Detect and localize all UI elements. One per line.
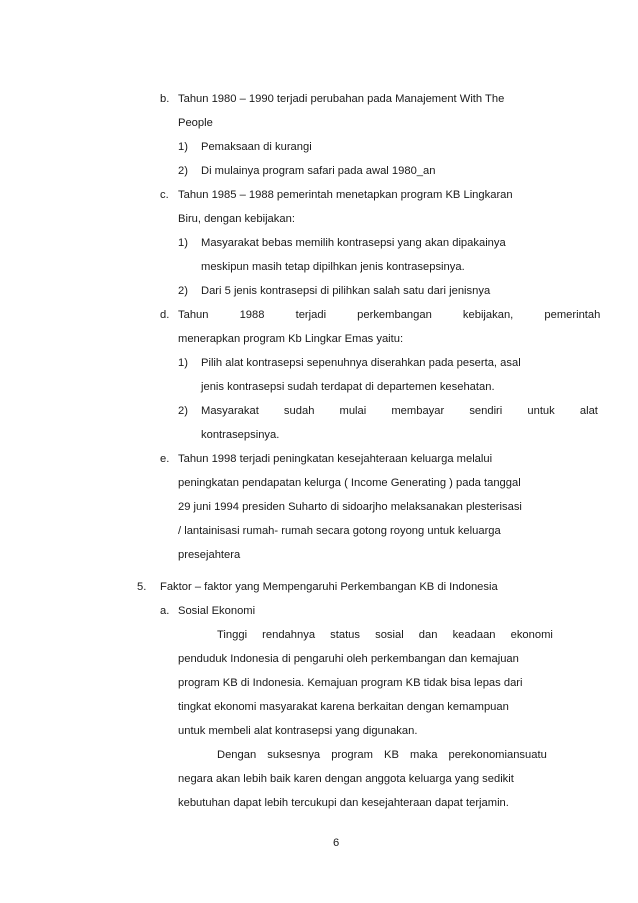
item-b-text: Tahun 1980 – 1990 terjadi perubahan pada Manajement With The xyxy=(178,93,505,105)
item-d-sub2-line-2: kontrasepsinya. xyxy=(201,429,280,441)
item-c-line-1: Tahun 1985 – 1988 pemerintah menetapkan program KB Lingkaran xyxy=(178,189,513,201)
item-b-sub1-marker: 1) xyxy=(178,141,188,153)
item-d-marker: d. xyxy=(160,309,170,321)
page-number: 6 xyxy=(333,837,340,849)
paragraph-1-line-3: program KB di Indonesia. Kemajuan program KB tidak bisa lepas dari xyxy=(178,677,523,689)
item-d-sub1-marker: 1) xyxy=(178,357,188,369)
item-b-marker: b. xyxy=(160,93,170,105)
item-d-sub1-line-1: Pilih alat kontrasepsi sepenuhnya diserahkan pada peserta, asal xyxy=(201,357,521,369)
item-c-sub2-marker: 2) xyxy=(178,285,188,297)
item-d-sub2-line-1: Masyarakat sudah mulai membayar sendiri untuk alat xyxy=(201,405,598,417)
item-e-line-2: peningkatan pendapatan kelurga ( Income Generating ) pada tanggal xyxy=(178,477,521,489)
paragraph-1-line-4: tingkat ekonomi masyarakat karena berkaitan dengan kemampuan xyxy=(178,701,509,713)
section-5-heading: Faktor – faktor yang Mempengaruhi Perkembangan KB di Indonesia xyxy=(160,581,498,593)
item-c-sub2-text: Dari 5 jenis kontrasepsi di pilihkan salah satu dari jenisnya xyxy=(201,285,491,297)
item-e-line-5: presejahtera xyxy=(178,549,241,561)
item-b-sub1-text: Pemaksaan di kurangi xyxy=(201,141,312,153)
item-e-line-4: / lantainisasi rumah- rumah secara gotong royong untuk keluarga xyxy=(178,525,501,537)
paragraph-1-line-5: untuk membeli alat kontrasepsi yang digunakan. xyxy=(178,725,418,737)
paragraph-2-line-1: Dengan suksesnya program KB maka perekonomiansuatu xyxy=(217,749,547,761)
item-b-sub2-text: Di mulainya program safari pada awal 1980_an xyxy=(201,165,436,177)
item-d-line-1: Tahun 1988 terjadi perkembangan kebijakan, pemerintah xyxy=(178,309,601,321)
item-d-sub1-line-2: jenis kontrasepsi sudah terdapat di departemen kesehatan. xyxy=(201,381,495,393)
paragraph-2-line-3: kebutuhan dapat lebih tercukupi dan kesejahteraan dapat terjamin. xyxy=(178,797,509,809)
item-b-line-2: People xyxy=(178,117,213,129)
item-c-line-2: Biru, dengan kebijakan: xyxy=(178,213,295,225)
paragraph-2-line-2: negara akan lebih baik karen dengan anggota keluarga yang sedikit xyxy=(178,773,514,785)
item-c-sub1-marker: 1) xyxy=(178,237,188,249)
paragraph-1-line-1: Tinggi rendahnya status sosial dan keadaan ekonomi xyxy=(217,629,553,641)
section-5a-marker: a. xyxy=(160,605,170,617)
item-d-sub2-marker: 2) xyxy=(178,405,188,417)
item-e-line-3: 29 juni 1994 presiden Suharto di sidoarjho melaksanakan plesterisasi xyxy=(178,501,522,513)
item-e-line-1: Tahun 1998 terjadi peningkatan kesejahteraan keluarga melalui xyxy=(178,453,493,465)
item-c-sub1-line-1: Masyarakat bebas memilih kontrasepsi yang akan dipakainya xyxy=(201,237,506,249)
item-c-sub1-line-2: meskipun masih tetap dipilhkan jenis kontrasepsinya. xyxy=(201,261,465,273)
section-5-marker: 5. xyxy=(137,581,147,593)
item-b-sub2-marker: 2) xyxy=(178,165,188,177)
section-5a-heading: Sosial Ekonomi xyxy=(178,605,256,617)
paragraph-1-line-2: penduduk Indonesia di pengaruhi oleh perkembangan dan kemajuan xyxy=(178,653,519,665)
item-b-line xyxy=(178,92,548,106)
item-e-marker: e. xyxy=(160,453,170,465)
item-c-marker: c. xyxy=(160,189,169,201)
item-d-line-2: menerapkan program Kb Lingkar Emas yaitu: xyxy=(178,333,404,345)
